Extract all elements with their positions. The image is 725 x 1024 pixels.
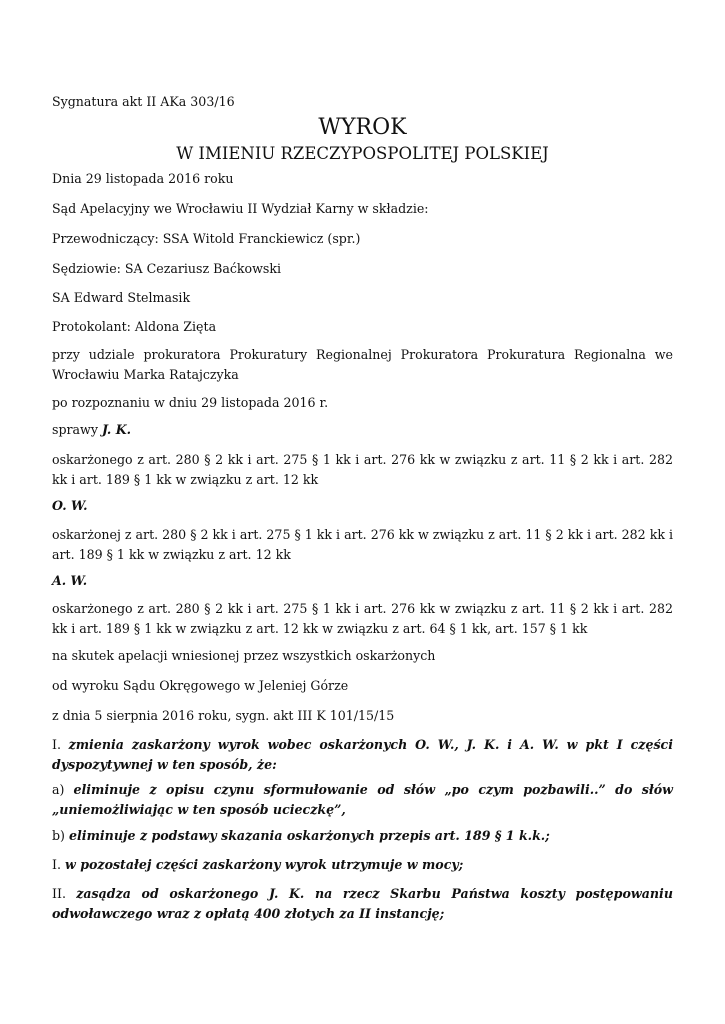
ruling-text: zmienia zaskarżony wyrok wobec oskarżonych O. W., J. K. i A. W. w pkt I części dyspozytywnej w ten sposób, że: bbox=[52, 737, 673, 772]
defendant-name: O. W. bbox=[52, 498, 88, 513]
case-prefix: sprawy bbox=[52, 422, 102, 437]
case-signature: Sygnatura akt II AKa 303/16 bbox=[52, 94, 235, 109]
ruling-text: eliminuje z opisu czynu sformułowanie od słów „po czym pozbawili..” do słów „uniemożliwiając w ten sposób ucieczkę”, bbox=[52, 782, 673, 817]
hearing-line: po rozpoznaniu w dniu 29 listopada 2016 r. bbox=[52, 395, 329, 410]
appeal-line: na skutek apelacji wniesionej przez wszystkich oskarżonych bbox=[52, 648, 436, 663]
ruling-item bbox=[52, 826, 673, 846]
date-line: Dnia 29 listopada 2016 roku bbox=[52, 171, 234, 186]
ruling-marker: I. bbox=[52, 737, 69, 752]
court-line: Sąd Apelacyjny we Wrocławiu II Wydział Karny w składzie: bbox=[52, 201, 429, 216]
ruling-item bbox=[52, 780, 673, 819]
ruling-marker: b) bbox=[52, 828, 69, 843]
ruling-marker: I. bbox=[52, 857, 65, 872]
ruling-marker: a) bbox=[52, 782, 74, 797]
defendant-name: A. W. bbox=[52, 573, 88, 588]
case-line bbox=[52, 420, 673, 440]
ruling-text: zasądza od oskarżonego J. K. na rzecz Skarbu Państwa koszty postępowaniu odwoławczego wraz z opłatą 400 złotych za II instancję; bbox=[52, 886, 673, 921]
ruling-item bbox=[52, 735, 673, 774]
ruling-marker: II. bbox=[52, 886, 77, 901]
ruling-text: eliminuje z podstawy skazania oskarżonych przepis art. 189 § 1 k.k.; bbox=[68, 828, 550, 843]
clerk-line: Protokolant: Aldona Zięta bbox=[52, 319, 217, 334]
presiding-judge: Przewodniczący: SSA Witold Franckiewicz (spr.) bbox=[52, 231, 361, 246]
ruling-text: w pozostałej części zaskarżony wyrok utrzymuje w mocy; bbox=[64, 857, 464, 872]
lower-court-date: z dnia 5 sierpnia 2016 roku, sygn. akt III K 101/15/15 bbox=[52, 708, 395, 723]
lower-court-line: od wyroku Sądu Okręgowego w Jeleniej Górze bbox=[52, 678, 349, 693]
defendant-charge: oskarżonego z art. 280 § 2 kk i art. 275 § 1 kk i art. 276 kk w związku z art. 11 § 2 kk i art. 282 kk i art. 189 § 1 kk w związku z art. 12 kk bbox=[52, 452, 673, 487]
defendant-name: J. K. bbox=[101, 422, 132, 437]
ruling-item bbox=[52, 855, 673, 875]
defendant-charge: oskarżonej z art. 280 § 2 kk i art. 275 § 1 kk i art. 276 kk w związku z art. 11 § 2 kk i art. 282 kk i art. 189 § 1 kk w związku z art. 12 kk bbox=[52, 527, 673, 562]
judge-second: SA Edward Stelmasik bbox=[52, 290, 191, 305]
judges-line: Sędziowie: SA Cezariusz Baćkowski bbox=[52, 261, 282, 276]
defendant-charge: oskarżonego z art. 280 § 2 kk i art. 275 § 1 kk i art. 276 kk w związku z art. 11 § 2 kk i art. 282 kk i art. 189 § 1 kk w związku z art. 12 kk w związku z art. 64 § 1 kk, art. 157 § 1 kk bbox=[52, 601, 673, 636]
document-title: WYROK bbox=[318, 115, 407, 140]
document-subtitle: W IMIENIU RZECZYPOSPOLITEJ POLSKIEJ bbox=[176, 144, 549, 163]
ruling-item bbox=[52, 884, 673, 923]
prosecutor-line: przy udziale prokuratora Prokuratury Regionalnej Prokuratora Prokuratura Regionalna we Wrocławiu Marka Ratajczyka bbox=[52, 347, 673, 382]
